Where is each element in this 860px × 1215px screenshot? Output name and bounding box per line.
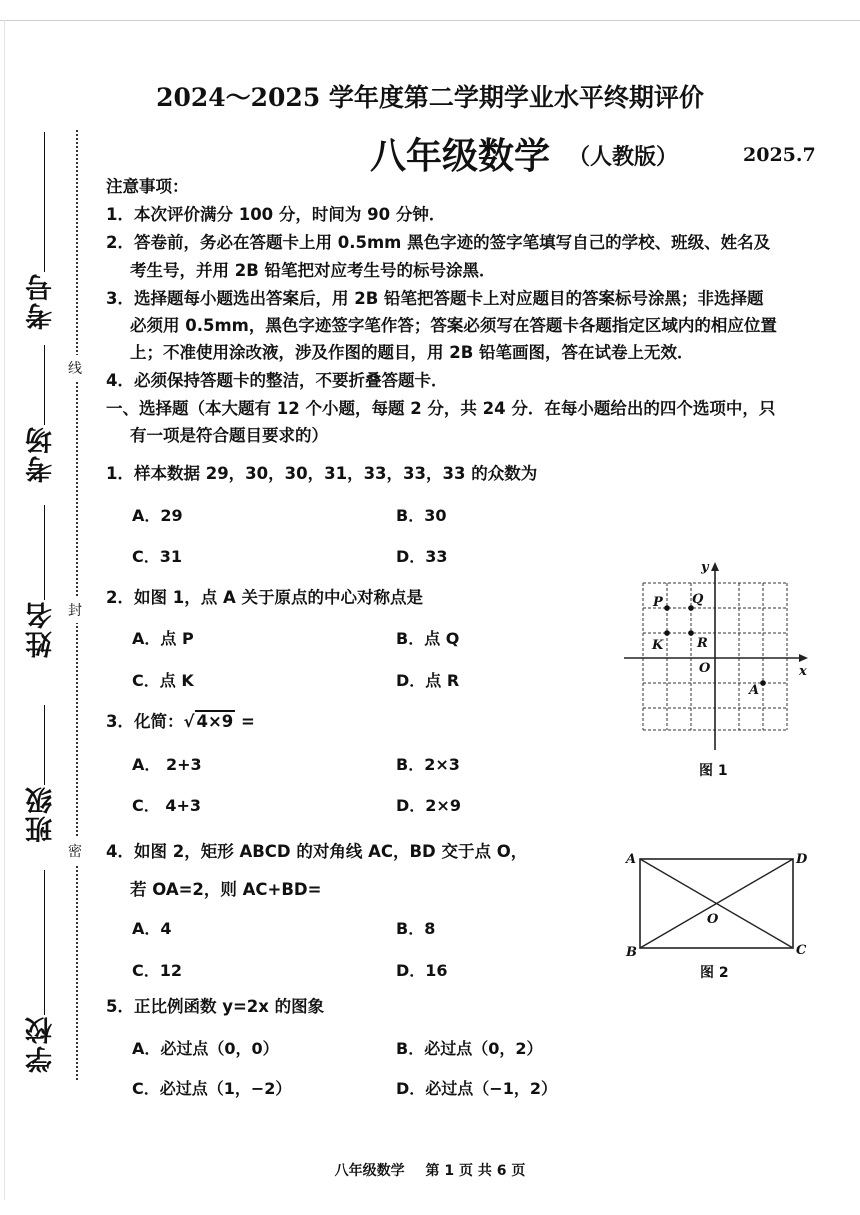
q2-option-d: D．点 R xyxy=(396,671,460,690)
notice-item-3-cont2: 上；不准使用涂改液，涉及作图的题目，用 2B 铅笔画图，答在试卷上无效． xyxy=(130,343,694,362)
fill-line xyxy=(44,870,45,1015)
notice-item-4: 4．必须保持答题卡的整洁，不要折叠答题卡． xyxy=(106,371,448,390)
section-heading-cont: 有一项是符合题目要求的） xyxy=(130,426,328,445)
notice-item-1: 1．本次评价满分 100 分，时间为 90 分钟． xyxy=(106,205,446,224)
q3-option-b: B．2×3 xyxy=(396,755,460,774)
fill-line xyxy=(44,345,45,425)
q5-option-b: B．必过点（0，2） xyxy=(396,1039,543,1058)
field-school[interactable] xyxy=(14,870,57,1085)
q5-option-a: A．必过点（0，0） xyxy=(132,1039,279,1058)
edition-label: （人教版） xyxy=(568,145,679,170)
exam-date: 2025.7 xyxy=(743,144,816,166)
sqrt-sign: √ xyxy=(183,712,195,731)
seal-char-mi: 密 xyxy=(68,838,82,864)
label-a: A xyxy=(749,683,760,698)
vertex-b: B xyxy=(626,945,637,958)
label-p: P xyxy=(653,595,663,610)
page-footer xyxy=(0,1160,860,1180)
question-2-stem: 2．如图 1，点 A 关于原点的中心对称点是 xyxy=(106,588,423,607)
q1-option-b: B．30 xyxy=(396,506,447,525)
vertex-d: D xyxy=(796,852,808,867)
q4-option-a: A．4 xyxy=(132,919,172,938)
q4-option-b: B．8 xyxy=(396,919,436,938)
q5-option-d: D．必过点（−1，2） xyxy=(396,1079,557,1098)
q4-option-c: C．12 xyxy=(132,961,183,980)
point-p xyxy=(664,605,670,611)
field-exam-number[interactable] xyxy=(14,132,57,332)
axis-label-x: x xyxy=(799,664,807,679)
q3-stem-suffix: = xyxy=(235,712,255,731)
figure-1-coordinate-grid xyxy=(618,558,818,756)
x-axis-arrow-icon xyxy=(799,654,808,662)
question-4-stem-cont: 若 OA=2，则 AC+BD= xyxy=(130,880,322,899)
seal-char-feng: 封 xyxy=(68,597,82,623)
label-q: Q xyxy=(692,592,704,607)
q2-option-b: B．点 Q xyxy=(396,629,460,648)
fill-line xyxy=(44,705,45,785)
q4-option-d: D．16 xyxy=(396,961,448,980)
y-axis-arrow-icon xyxy=(711,562,719,571)
point-r xyxy=(688,630,694,636)
notice-item-2: 2．答卷前，务必在答题卡上用 0.5mm 黑色字迹的签字笔填写自己的学校、班级、姓名及 xyxy=(106,233,771,252)
field-class[interactable] xyxy=(14,705,57,865)
exam-title: 2024～2025 学年度第二学期学业水平终期评价 xyxy=(156,83,704,112)
field-name[interactable] xyxy=(14,505,57,695)
vertex-c: C xyxy=(796,943,807,958)
field-label: 姓名 xyxy=(26,600,57,658)
label-r: R xyxy=(697,636,708,651)
axis-label-y: y xyxy=(701,560,709,575)
field-label: 考场 xyxy=(26,425,57,483)
center-o: O xyxy=(707,912,719,927)
q1-option-d: D．33 xyxy=(396,547,448,566)
label-k: K xyxy=(652,638,664,653)
question-5-stem: 5．正比例函数 y=2x 的图象 xyxy=(106,997,325,1016)
q2-option-c: C．点 K xyxy=(132,671,194,690)
subject-title: 八年级数学 xyxy=(370,136,551,177)
question-4-stem: 4．如图 2，矩形 ABCD 的对角线 AC，BD 交于点 O， xyxy=(106,842,528,861)
notice-item-3-cont: 必须用 0.5mm，黑色字迹签字笔作答；答案必须写在答题卡各题指定区域内的相应位置 xyxy=(130,316,777,335)
vertex-a: A xyxy=(626,852,637,867)
notice-item-2-cont: 考生号，并用 2B 铅笔把对应考生号的标号涂黑． xyxy=(130,261,496,280)
q1-option-a: A．29 xyxy=(132,506,183,525)
fill-line xyxy=(44,132,45,272)
q3-option-a: A． 2+3 xyxy=(132,755,202,774)
q3-stem-prefix: 3．化简： xyxy=(106,712,184,731)
q5-option-c: C．必过点（1，−2） xyxy=(132,1079,292,1098)
point-a xyxy=(760,680,766,686)
section-heading: 一、选择题（本大题有 12 个小题，每题 2 分，共 24 分．在每小题给出的四个选项中，只 xyxy=(106,399,776,418)
q1-option-c: C．31 xyxy=(132,547,183,566)
q3-option-d: D．2×9 xyxy=(396,796,461,815)
page-left-border xyxy=(4,20,5,1200)
notice-item-3: 3．选择题每小题选出答案后，用 2B 铅笔把答题卡上对应题目的答案标号涂黑；非选择题 xyxy=(106,289,764,308)
q3-option-c: C． 4+3 xyxy=(132,796,201,815)
axes xyxy=(624,566,806,750)
figure-1-caption: 图 1 xyxy=(699,763,728,779)
point-k xyxy=(664,630,670,636)
field-label: 考号 xyxy=(26,272,57,330)
question-3-stem xyxy=(106,708,255,732)
seal-char-xian: 线 xyxy=(68,355,82,381)
q3-radicand: 4×9 xyxy=(196,712,234,731)
field-label: 学校 xyxy=(26,1015,57,1073)
field-label: 班级 xyxy=(26,785,57,843)
notice-heading: 注意事项： xyxy=(106,177,189,196)
footer-subject: 八年级数学 xyxy=(334,1163,405,1179)
figure-2-rectangle xyxy=(624,848,810,958)
field-exam-room[interactable] xyxy=(14,345,57,495)
question-1-stem: 1．样本数据 29，30，30，31，33，33，33 的众数为 xyxy=(106,464,538,483)
figure-2-caption: 图 2 xyxy=(700,965,729,981)
q2-option-a: A．点 P xyxy=(132,629,194,648)
footer-page-number: 第 1 页 共 6 页 xyxy=(425,1163,526,1179)
page-top-border xyxy=(0,20,860,21)
fill-line xyxy=(44,505,45,600)
origin-label: O xyxy=(699,661,711,676)
